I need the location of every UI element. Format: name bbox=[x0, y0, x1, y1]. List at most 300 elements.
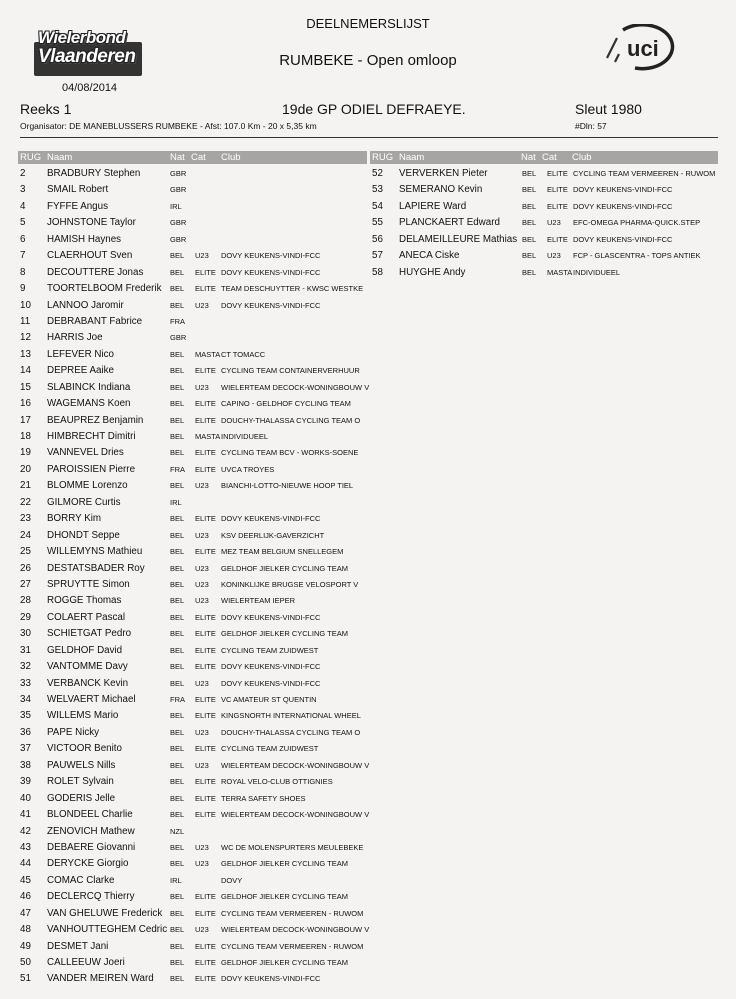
rug-number: 3 bbox=[20, 184, 26, 196]
rug-number: 24 bbox=[20, 529, 31, 541]
rug-number: 11 bbox=[20, 315, 31, 327]
participant-name: ROGGE Thomas bbox=[47, 595, 122, 607]
category: ELITE bbox=[195, 793, 216, 803]
rug-number: 38 bbox=[20, 759, 31, 771]
nationality: GBR bbox=[170, 218, 187, 228]
category: U23 bbox=[547, 251, 561, 261]
participant-row bbox=[372, 215, 718, 231]
participant-row bbox=[20, 807, 370, 823]
nationality: BEL bbox=[170, 399, 185, 409]
participants-right bbox=[372, 166, 718, 281]
nationality: BEL bbox=[170, 267, 185, 277]
category: MASTA bbox=[195, 349, 221, 359]
participant-name: LANNOO Jaromir bbox=[47, 299, 124, 311]
rug-number: 14 bbox=[20, 365, 31, 377]
participant-name: SCHIETGAT Pedro bbox=[47, 628, 132, 640]
category: U23 bbox=[195, 530, 209, 540]
participant-row bbox=[20, 906, 366, 922]
nationality: BEL bbox=[522, 218, 537, 228]
participant-name: BORRY Kim bbox=[47, 513, 102, 525]
participant-row bbox=[20, 971, 366, 987]
race-location: RUMBEKE - Open omloop bbox=[279, 52, 457, 69]
col-naam: Naam bbox=[47, 152, 73, 163]
rug-number: 44 bbox=[20, 858, 31, 870]
club-name: DOVY KEUKENS-VINDI-FCC bbox=[573, 201, 673, 211]
participant-row bbox=[20, 265, 366, 281]
nationality: BEL bbox=[170, 892, 185, 902]
category: ELITE bbox=[547, 185, 568, 195]
category: U23 bbox=[195, 842, 209, 852]
rug-number: 23 bbox=[20, 513, 31, 525]
club-name: CYCLING TEAM BCV - WORKS-SOENE bbox=[221, 448, 359, 458]
category: MASTA bbox=[547, 267, 573, 277]
category: U23 bbox=[547, 218, 561, 228]
club-name: WC DE MOLENSPURTERS MEULEBEKE bbox=[221, 842, 364, 852]
nationality: BEL bbox=[170, 514, 185, 524]
rug-number: 20 bbox=[20, 463, 31, 475]
col-rug: RUG bbox=[20, 152, 42, 163]
participant-row bbox=[20, 544, 366, 560]
category: ELITE bbox=[195, 695, 216, 704]
nationality: IRL bbox=[170, 201, 182, 211]
participant-name: BRADBURY Stephen bbox=[47, 168, 141, 179]
participant-count: #Dln: 57 bbox=[575, 121, 607, 131]
nationality: BEL bbox=[522, 169, 537, 178]
logo-line1: Wielerbond bbox=[38, 28, 126, 47]
category: U23 bbox=[195, 678, 209, 688]
participant-row bbox=[20, 182, 366, 198]
rug-number: 32 bbox=[20, 661, 31, 673]
nationality: FRA bbox=[170, 464, 185, 474]
nationality: BEL bbox=[170, 727, 185, 737]
participant-name: GODERIS Jelle bbox=[47, 792, 116, 804]
nationality: BEL bbox=[170, 777, 185, 787]
rug-number: 25 bbox=[20, 546, 31, 558]
participant-row bbox=[20, 889, 366, 905]
participant-name: VICTOOR Benito bbox=[47, 743, 122, 755]
nationality: BEL bbox=[170, 349, 185, 359]
participant-name: GILMORE Curtis bbox=[47, 496, 121, 508]
participant-row bbox=[372, 182, 718, 198]
club-name: GELDHOF JIELKER CYCLING TEAM bbox=[221, 892, 348, 902]
category: ELITE bbox=[195, 415, 216, 425]
club-name: DOVY KEUKENS-VINDI-FCC bbox=[221, 267, 321, 277]
rug-number: 56 bbox=[372, 233, 383, 245]
nationality: BEL bbox=[170, 678, 185, 688]
col-cat: Cat bbox=[191, 152, 206, 163]
participant-name: SEMERANO Kevin bbox=[399, 184, 483, 196]
participant-row bbox=[372, 265, 718, 281]
nationality: BEL bbox=[170, 481, 185, 491]
header-divider bbox=[20, 137, 718, 138]
participant-row bbox=[20, 380, 370, 396]
col-naam: Naam bbox=[399, 152, 425, 163]
nationality: NZL bbox=[170, 826, 185, 836]
nationality: GBR bbox=[170, 185, 187, 195]
participant-row bbox=[20, 643, 366, 659]
rug-number: 43 bbox=[20, 841, 31, 853]
participant-row bbox=[20, 758, 370, 774]
nationality: BEL bbox=[170, 662, 185, 672]
participant-row bbox=[372, 166, 718, 182]
rug-number: 29 bbox=[20, 611, 31, 623]
nationality: GBR bbox=[170, 333, 187, 343]
list-date: 04/08/2014 bbox=[62, 82, 118, 94]
nationality: BEL bbox=[170, 941, 185, 951]
participant-name: DESMET Jani bbox=[47, 940, 109, 952]
participant-name: BEAUPREZ Benjamin bbox=[47, 414, 144, 426]
nationality: BEL bbox=[170, 793, 185, 803]
club-name: KSV DEERLIJK-GAVERZICHT bbox=[221, 530, 325, 540]
series-label: Reeks 1 bbox=[20, 101, 72, 117]
nationality: BEL bbox=[170, 925, 185, 935]
participant-row bbox=[20, 462, 366, 478]
participant-row bbox=[20, 363, 366, 379]
rug-number: 47 bbox=[20, 907, 31, 919]
nationality: BEL bbox=[170, 810, 185, 820]
participant-name: LAPIERE Ward bbox=[399, 200, 467, 212]
category: U23 bbox=[195, 481, 209, 491]
participant-row bbox=[20, 791, 366, 807]
participant-name: SMAIL Robert bbox=[47, 184, 109, 196]
race-name: 19de GP ODIEL DEFRAEYE. bbox=[282, 101, 466, 117]
club-name: MEZ TEAM BELGIUM SNELLEGEM bbox=[221, 547, 344, 557]
category: ELITE bbox=[195, 284, 216, 294]
participant-name: DEPREE Aaike bbox=[47, 365, 114, 377]
participant-name: HAMISH Haynes bbox=[47, 233, 122, 245]
nationality: BEL bbox=[522, 267, 537, 277]
participant-name: HARRIS Joe bbox=[47, 332, 103, 344]
nationality: BEL bbox=[170, 300, 185, 310]
nationality: BEL bbox=[170, 415, 185, 425]
nationality: BEL bbox=[170, 645, 185, 655]
nationality: BEL bbox=[170, 432, 185, 441]
nationality: BEL bbox=[170, 958, 185, 967]
nationality: GBR bbox=[170, 234, 187, 244]
participant-row bbox=[20, 676, 366, 692]
col-nat: Nat bbox=[521, 152, 536, 163]
rug-number: 19 bbox=[20, 447, 31, 459]
club-name: FCP - GLASCENTRA - TOPS ANTIEK bbox=[573, 251, 701, 261]
club-name: GELDHOF JIELKER CYCLING TEAM bbox=[221, 958, 348, 967]
participant-row bbox=[20, 708, 366, 724]
category: U23 bbox=[195, 925, 209, 935]
participant-row bbox=[20, 774, 366, 790]
participant-name: VANHOUTTEGHEM Cedric bbox=[47, 924, 168, 936]
club-name: INDIVIDUEEL bbox=[573, 267, 621, 277]
nationality: GBR bbox=[170, 169, 187, 178]
table-header-right bbox=[370, 151, 718, 164]
rug-number: 15 bbox=[20, 381, 31, 393]
category: ELITE bbox=[195, 514, 216, 524]
category: ELITE bbox=[195, 399, 216, 409]
category: ELITE bbox=[195, 662, 216, 672]
participant-row bbox=[20, 577, 366, 593]
nationality: BEL bbox=[522, 185, 537, 195]
category: ELITE bbox=[547, 234, 568, 244]
category: U23 bbox=[195, 760, 209, 770]
participant-row bbox=[20, 429, 366, 445]
rug-number: 52 bbox=[372, 168, 383, 179]
club-name: BIANCHI-LOTTO-NIEUWE HOOP TIEL bbox=[221, 481, 354, 491]
participant-name: VANTOMME Davy bbox=[47, 661, 128, 673]
participant-name: BLONDEEL Charlie bbox=[47, 809, 133, 821]
category: ELITE bbox=[195, 711, 216, 721]
rug-number: 16 bbox=[20, 398, 31, 410]
participant-name: DELAMEILLEURE Mathias bbox=[399, 233, 518, 245]
col-nat: Nat bbox=[170, 152, 185, 163]
participant-row bbox=[20, 626, 366, 642]
participant-name: VAN GHELUWE Frederick bbox=[47, 907, 163, 919]
rug-number: 55 bbox=[372, 217, 383, 229]
uci-logo bbox=[605, 24, 685, 74]
category: U23 bbox=[195, 251, 209, 261]
nationality: BEL bbox=[170, 629, 185, 639]
rug-number: 31 bbox=[20, 644, 31, 656]
nationality: BEL bbox=[170, 366, 185, 376]
participant-name: VERBANCK Kevin bbox=[47, 677, 129, 689]
participant-name: DEBRABANT Fabrice bbox=[47, 315, 143, 327]
participant-row bbox=[20, 939, 366, 955]
club-name: ROYAL VELO-CLUB OTTIGNIES bbox=[221, 777, 333, 787]
participant-row bbox=[20, 741, 366, 757]
rug-number: 7 bbox=[20, 250, 26, 262]
participant-row bbox=[20, 232, 366, 248]
participant-name: CALLEEUW Joeri bbox=[47, 957, 125, 968]
participant-name: WAGEMANS Koen bbox=[47, 398, 131, 410]
nationality: BEL bbox=[170, 579, 185, 589]
rug-number: 35 bbox=[20, 710, 31, 722]
participant-name: WILLEMS Mario bbox=[47, 710, 119, 722]
club-name: DOVY KEUKENS-VINDI-FCC bbox=[221, 662, 321, 672]
participant-row bbox=[20, 298, 366, 314]
rug-number: 5 bbox=[20, 217, 26, 229]
participant-row bbox=[20, 314, 366, 330]
participant-row bbox=[20, 922, 370, 938]
club-name: WIELERTEAM DECOCK-WONINGBOUW V bbox=[221, 925, 370, 935]
participant-name: HUYGHE Andy bbox=[399, 266, 466, 278]
club-name: CYCLING TEAM ZUIDWEST bbox=[221, 645, 319, 655]
participant-row bbox=[20, 528, 366, 544]
participant-name: ZENOVICH Mathew bbox=[47, 825, 135, 837]
category: ELITE bbox=[195, 366, 216, 376]
nationality: BEL bbox=[522, 234, 537, 244]
club-name: GELDHOF JIELKER CYCLING TEAM bbox=[221, 563, 348, 573]
nationality: BEL bbox=[170, 448, 185, 458]
nationality: BEL bbox=[170, 382, 185, 392]
participant-row bbox=[20, 610, 366, 626]
category: U23 bbox=[195, 563, 209, 573]
participant-name: DEBAERE Giovanni bbox=[47, 841, 136, 853]
club-name: CYCLING TEAM ZUIDWEST bbox=[221, 744, 319, 754]
nationality: BEL bbox=[170, 760, 185, 770]
participant-row bbox=[20, 659, 366, 675]
rug-number: 41 bbox=[20, 809, 31, 821]
participant-row bbox=[20, 330, 366, 346]
nationality: BEL bbox=[170, 711, 185, 721]
participant-name: VANNEVEL Dries bbox=[47, 447, 124, 459]
rug-number: 40 bbox=[20, 792, 31, 804]
participant-name: CLAERHOUT Sven bbox=[47, 250, 133, 262]
rug-number: 53 bbox=[372, 184, 383, 196]
participant-row bbox=[20, 445, 366, 461]
rug-number: 21 bbox=[20, 480, 31, 492]
nationality: BEL bbox=[170, 563, 185, 573]
nationality: BEL bbox=[170, 530, 185, 540]
club-name: DOVY KEUKENS-VINDI-FCC bbox=[221, 974, 321, 984]
club-name: GELDHOF JIELKER CYCLING TEAM bbox=[221, 859, 348, 869]
participant-row bbox=[20, 692, 366, 708]
participant-row bbox=[20, 873, 366, 889]
col-club: Club bbox=[221, 152, 241, 163]
nationality: BEL bbox=[170, 596, 185, 606]
rug-number: 54 bbox=[372, 200, 383, 212]
club-name: DOVY KEUKENS-VINDI-FCC bbox=[221, 300, 321, 310]
rug-number: 51 bbox=[20, 973, 31, 985]
participant-row bbox=[20, 856, 366, 872]
uci-logo-icon bbox=[605, 24, 685, 74]
nationality: BEL bbox=[170, 251, 185, 261]
category: ELITE bbox=[195, 547, 216, 557]
category: ELITE bbox=[195, 267, 216, 277]
club-name: DOUCHY-THALASSA CYCLING TEAM O bbox=[221, 727, 361, 737]
club-name: KONINKLIJKE BRUGSE VELOSPORT V bbox=[221, 579, 359, 589]
club-name: WIELERTEAM DECOCK-WONINGBOUW V bbox=[221, 382, 370, 392]
col-rug: RUG bbox=[372, 152, 394, 163]
participant-name: SPRUYTTE Simon bbox=[47, 578, 130, 590]
club-name: TEAM DESCHUYTTER - KWSC WESTKE bbox=[221, 284, 364, 294]
participant-row bbox=[20, 281, 366, 297]
category: ELITE bbox=[195, 645, 216, 655]
category: U23 bbox=[195, 859, 209, 869]
category: ELITE bbox=[195, 448, 216, 458]
rug-number: 57 bbox=[372, 250, 383, 262]
participant-row bbox=[20, 166, 366, 182]
rug-number: 30 bbox=[20, 628, 31, 640]
rug-number: 49 bbox=[20, 940, 31, 952]
nationality: BEL bbox=[170, 547, 185, 557]
participant-name: BLOMME Lorenzo bbox=[47, 480, 128, 492]
page-title: DEELNEMERSLIJST bbox=[306, 16, 430, 31]
category: U23 bbox=[195, 382, 209, 392]
club-name: EFC-OMEGA PHARMA-QUICK.STEP bbox=[573, 218, 701, 228]
participant-row bbox=[20, 396, 366, 412]
rug-number: 50 bbox=[20, 957, 31, 968]
table-header-left bbox=[18, 151, 367, 164]
nationality: BEL bbox=[170, 859, 185, 869]
rug-number: 17 bbox=[20, 414, 31, 426]
club-name: DOVY KEUKENS-VINDI-FCC bbox=[221, 612, 321, 622]
participant-name: FYFFE Angus bbox=[47, 200, 108, 212]
participant-row bbox=[20, 955, 366, 971]
uci-logo-text: uci bbox=[627, 36, 659, 61]
col-club: Club bbox=[572, 152, 592, 163]
rug-number: 10 bbox=[20, 299, 31, 311]
category: MASTA bbox=[195, 432, 221, 441]
club-name: KINGSNORTH INTERNATIONAL WHEEL bbox=[221, 711, 361, 721]
rug-number: 12 bbox=[20, 332, 31, 344]
organizer-info: Organisator: DE MANEBLUSSERS RUMBEKE - Afst: 107.0 Km - 20 x 5,35 km bbox=[20, 121, 317, 131]
participant-row bbox=[20, 840, 366, 856]
rug-number: 37 bbox=[20, 743, 31, 755]
participant-name: COLAERT Pascal bbox=[47, 611, 126, 623]
nationality: FRA bbox=[170, 695, 185, 704]
nationality: BEL bbox=[170, 908, 185, 918]
participant-name: PAROISSIEN Pierre bbox=[47, 463, 136, 475]
club-name: TERRA SAFETY SHOES bbox=[221, 793, 306, 803]
club-name: DOVY KEUKENS-VINDI-FCC bbox=[573, 234, 673, 244]
participant-name: TOORTELBOOM Frederik bbox=[47, 283, 162, 295]
participant-name: DECOUTTERE Jonas bbox=[47, 266, 144, 278]
rug-number: 9 bbox=[20, 283, 26, 295]
club-name: CAPINO - GELDHOF CYCLING TEAM bbox=[221, 399, 351, 409]
rug-number: 18 bbox=[20, 431, 31, 442]
rug-number: 58 bbox=[372, 266, 383, 278]
participant-row bbox=[20, 478, 366, 494]
participant-name: PAPE Nicky bbox=[47, 726, 100, 738]
nationality: BEL bbox=[170, 612, 185, 622]
participant-row bbox=[372, 248, 718, 264]
participants-left bbox=[20, 166, 370, 988]
participant-name: ANECA Ciske bbox=[399, 250, 460, 262]
nationality: FRA bbox=[170, 316, 185, 326]
participant-row bbox=[20, 593, 366, 609]
club-name: INDIVIDUEEL bbox=[221, 432, 269, 441]
rug-number: 33 bbox=[20, 677, 31, 689]
category: ELITE bbox=[195, 974, 216, 984]
club-name: DOVY KEUKENS-VINDI-FCC bbox=[573, 185, 673, 195]
participant-name: WILLEMYNS Mathieu bbox=[47, 546, 143, 558]
rug-number: 36 bbox=[20, 726, 31, 738]
club-name: DOUCHY-THALASSA CYCLING TEAM O bbox=[221, 415, 361, 425]
category: ELITE bbox=[195, 629, 216, 639]
participant-name: VANDER MEIREN Ward bbox=[47, 973, 154, 985]
club-name: GELDHOF JIELKER CYCLING TEAM bbox=[221, 629, 348, 639]
rug-number: 42 bbox=[20, 825, 31, 837]
participant-name: DHONDT Seppe bbox=[47, 529, 120, 541]
logo-line2: Vlaanderen bbox=[38, 46, 136, 67]
rug-number: 27 bbox=[20, 578, 31, 590]
club-name: WIELERTEAM IEPER bbox=[221, 596, 296, 606]
participant-row bbox=[20, 347, 366, 363]
nationality: BEL bbox=[170, 284, 185, 294]
participant-name: DESTATSBADER Roy bbox=[47, 562, 145, 574]
club-name: CYCLING TEAM VERMEEREN - RUWOM bbox=[221, 908, 364, 918]
club-name: CYCLING TEAM CONTAINERVERHUUR bbox=[221, 366, 360, 376]
club-name: DOVY KEUKENS-VINDI-FCC bbox=[221, 251, 321, 261]
participant-row bbox=[20, 248, 366, 264]
rug-number: 4 bbox=[20, 200, 26, 212]
category: ELITE bbox=[195, 958, 216, 967]
participant-name: HIMBRECHT Dimitri bbox=[47, 431, 136, 442]
participant-row bbox=[20, 199, 366, 215]
rug-number: 6 bbox=[20, 233, 26, 245]
participant-name: WELVAERT Michael bbox=[47, 694, 136, 705]
participant-row bbox=[20, 495, 366, 511]
rug-number: 46 bbox=[20, 891, 31, 903]
participant-name: LEFEVER Nico bbox=[47, 348, 114, 360]
category: ELITE bbox=[195, 464, 216, 474]
participant-name: GELDHOF David bbox=[47, 644, 123, 656]
club-name: WIELERTEAM DECOCK-WONINGBOUW V bbox=[221, 760, 370, 770]
sleut-label: Sleut 1980 bbox=[575, 101, 642, 117]
rug-number: 48 bbox=[20, 924, 31, 936]
nationality: IRL bbox=[170, 875, 182, 885]
nationality: BEL bbox=[522, 201, 537, 211]
rug-number: 34 bbox=[20, 694, 31, 705]
club-name: DOVY bbox=[221, 875, 243, 885]
rug-number: 26 bbox=[20, 562, 31, 574]
